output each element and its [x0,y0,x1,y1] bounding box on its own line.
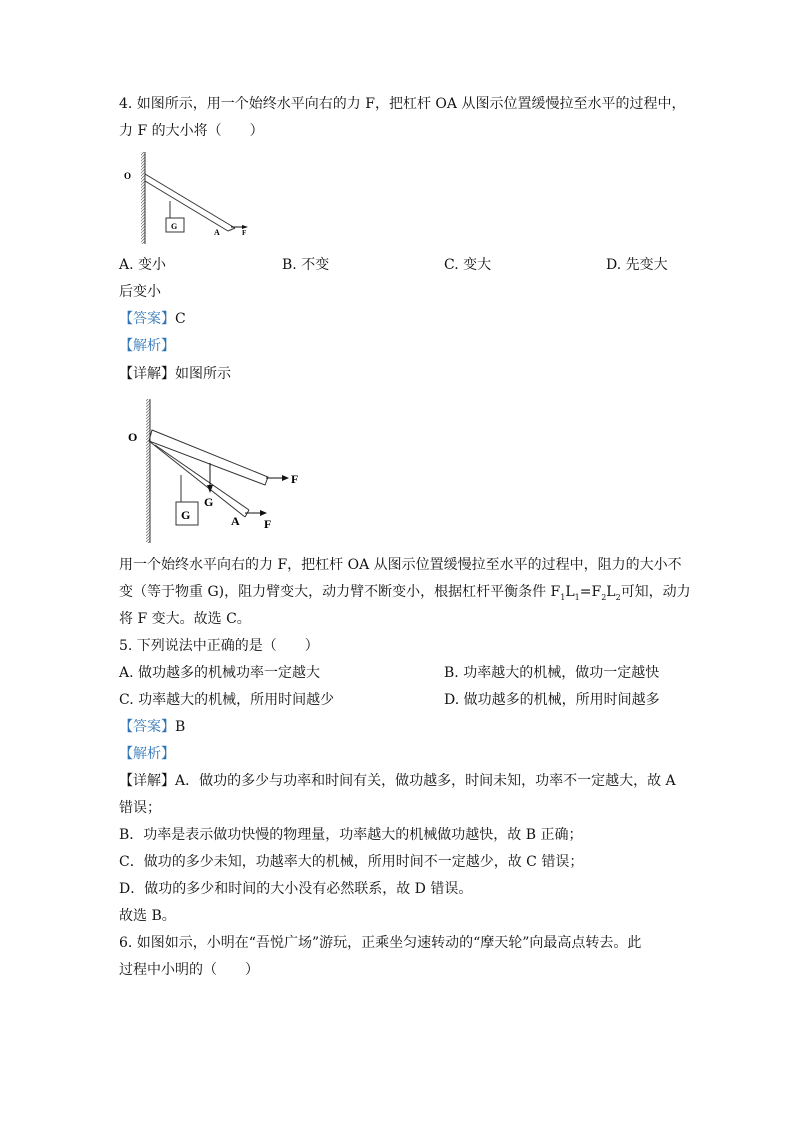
q4-explain-line1: 用一个始终水平向右的力 F，把杠杆 OA 从图示位置缓慢拉至水平的过程中，阻力的大小不 [119,557,682,573]
q5-conclusion: 故选 B。 [119,908,176,924]
q4-stem-line1: 4. 如图所示，用一个始终水平向右的力 F，把杠杆 OA 从图示位置缓慢拉至水平的过程中， [119,96,686,112]
q4-lever-figure [115,148,255,248]
svg-text:A: A [231,514,240,528]
q6-stem-line1: 6. 如图如示，小明在“吾悦广场”游玩，正乘坐匀速转动的“摩天轮”向最高点转去。此 [119,935,642,951]
q5-detail-c: C．做功的多少未知，功越率大的机械，所用时间不一定越少，故 C 错误； [119,854,584,870]
q4-detail: 【详解】如图所示 [119,366,231,382]
q5-detail-b: B．功率是表示做功快慢的物理量，功率越大的机械做功越快，故 B 正确； [119,827,583,843]
q4-option-a: A. 变小 [119,257,167,273]
q4-explain-line3: 将 F 变大。故选 C。 [119,611,251,627]
label-o: O [124,171,132,181]
q5-detail-d: D．做功的多少和时间的大小没有必然联系，故 D 错误。 [119,881,473,897]
q6-stem-line2: 过程中小明的（ ） [119,962,259,978]
svg-text:G: G [204,495,214,509]
q4-answer: 【答案】C [119,311,186,327]
q4-stem-line2: 力 F 的大小将（ ） [119,123,264,139]
svg-text:F: F [242,229,247,237]
balance-formula: $F_1L_1=F_2L_2$ [550,584,621,602]
svg-text:F: F [291,472,299,486]
q4-explain-line2: 变（等于物重 G)，阻力臂变大，动力臂不断变小，根据杠杆平衡条件 $F_1L_1=F_2L_2$可知，动力 [119,584,691,602]
q4-option-c: C. 变大 [444,257,492,273]
q5-option-c: C. 功率越大的机械，所用时间越少 [119,692,335,708]
q4-option-d: D. 先变大 [606,257,668,273]
q4-option-d-cont: 后变小 [119,284,161,300]
svg-text:A: A [214,228,220,237]
svg-text:G: G [181,508,191,522]
q5-detail-a-cont: 错误； [119,800,161,816]
q5-analysis-tag: 【解析】 [119,746,175,762]
q5-stem: 5. 下列说法中正确的是（ ） [119,638,319,654]
svg-text:G: G [171,222,178,231]
q5-detail-a: 【详解】A．做功的多少与功率和时间有关，做功越多，时间未知，功率不一定越大，故 A [119,773,676,789]
q4-option-b: B. 不变 [282,257,330,273]
label-o: O [128,430,138,444]
svg-text:F: F [264,517,272,531]
q4-analysis-tag: 【解析】 [119,338,175,354]
q4-solution-figure [125,395,315,547]
q5-option-d: D. 做功越多的机械，所用时间越多 [444,692,660,708]
q5-answer: 【答案】B [119,719,186,735]
q5-option-a: A. 做功越多的机械功率一定越大 [119,665,321,681]
q5-option-b: B. 功率越大的机械，做功一定越快 [444,665,660,681]
